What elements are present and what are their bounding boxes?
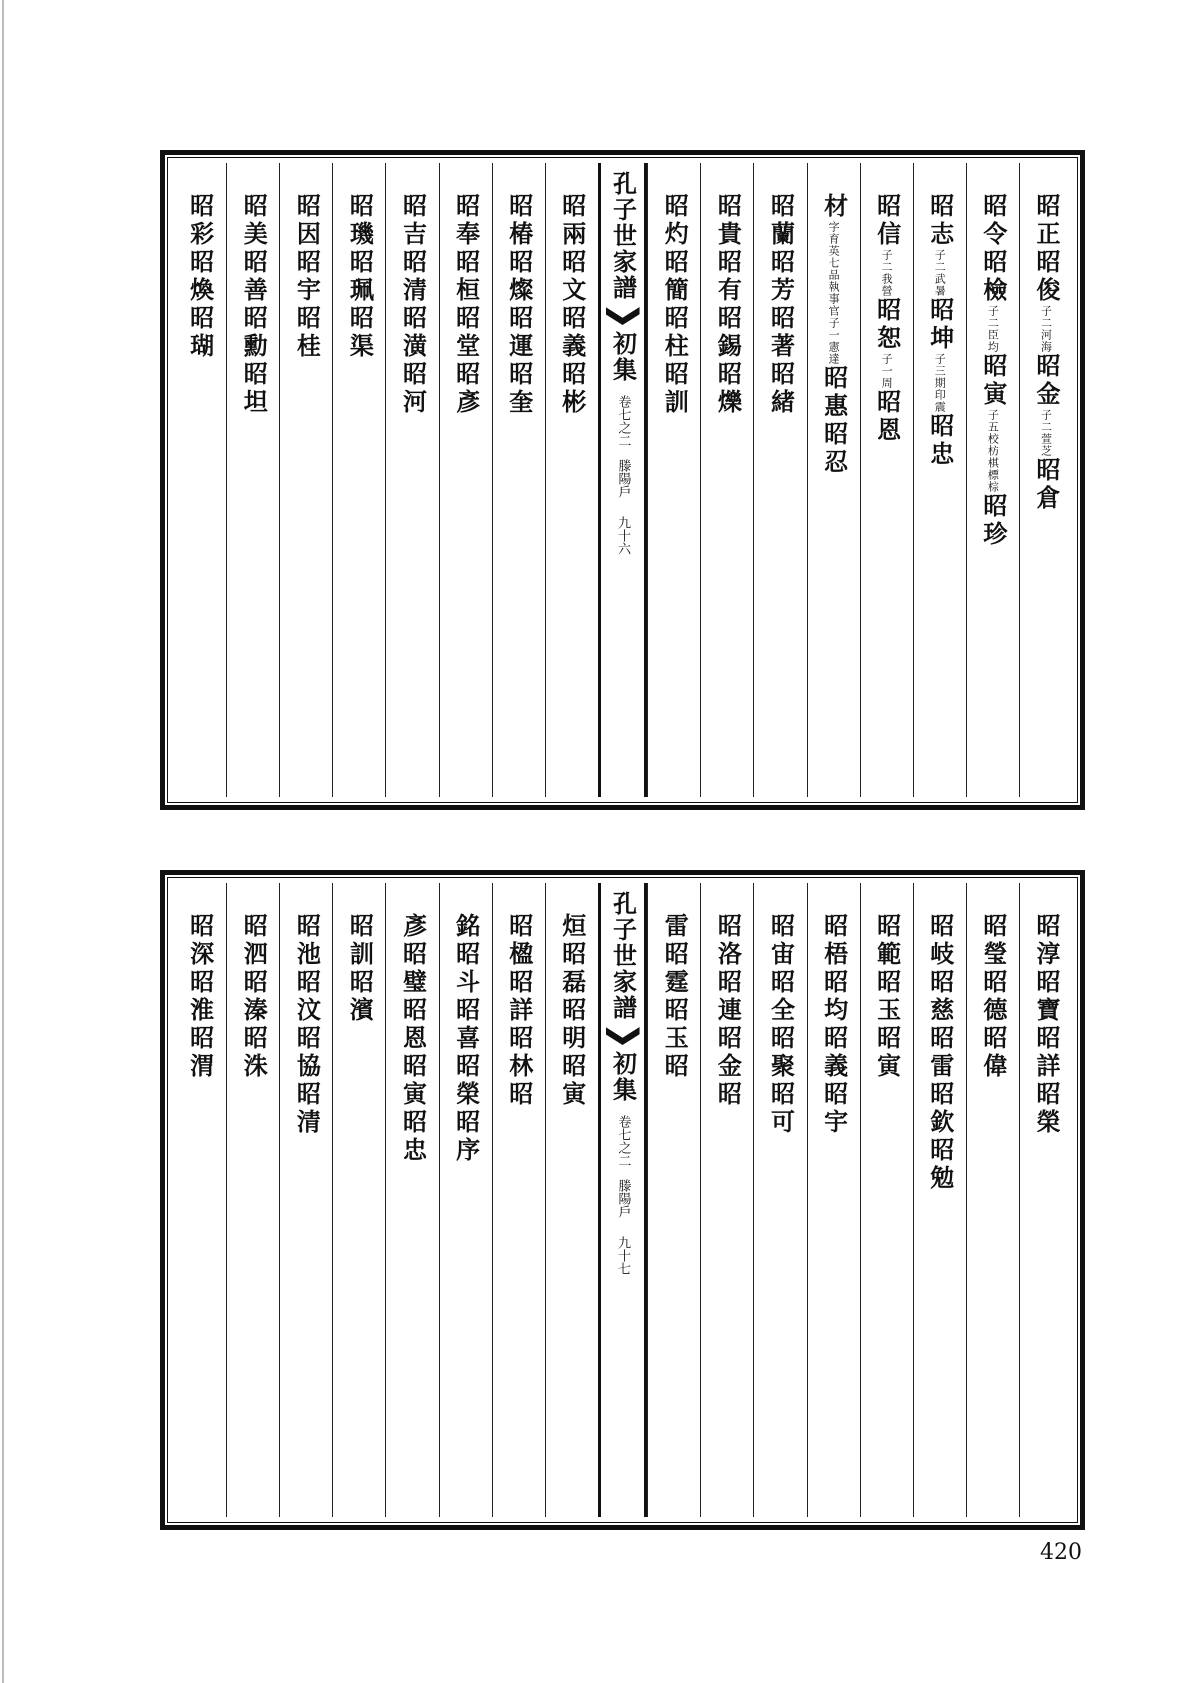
person-name: 昭芳 xyxy=(766,249,796,305)
person-name: 昭協 xyxy=(292,1025,322,1081)
person-name: 昭榮 xyxy=(1031,1081,1061,1137)
entry-column xyxy=(226,163,279,797)
person-name: 昭義 xyxy=(819,1025,849,1081)
person-name: 昭奉 xyxy=(451,193,481,249)
person-name: 昭彩 xyxy=(185,193,215,249)
person-name: 昭燦 xyxy=(504,249,534,305)
person-name: 昭寅 xyxy=(872,1025,902,1081)
person-name: 昭潢 xyxy=(398,305,428,361)
person-name: 昭序 xyxy=(451,1109,481,1165)
entry-column xyxy=(385,163,438,797)
person-name: 昭可 xyxy=(766,1081,796,1137)
lineage-note: 子一周 xyxy=(880,353,894,389)
person-name: 昭志 xyxy=(925,193,955,249)
person-name: 昭吉 xyxy=(398,193,428,249)
entry-column xyxy=(647,883,700,1517)
lineage-note: 子二臣均 xyxy=(986,305,1000,353)
person-name: 彥 xyxy=(398,913,428,941)
entry-column xyxy=(913,883,966,1517)
person-name: 昭義 xyxy=(557,305,587,361)
lineage-note: 子五校枋棋標棕 xyxy=(986,409,1000,493)
person-name: 昭瑚 xyxy=(185,305,215,361)
leaf-number: 九十六 xyxy=(615,516,631,555)
person-name: 昭椿 xyxy=(504,193,534,249)
person-name: 昭桓 xyxy=(451,249,481,305)
entry-column xyxy=(332,163,385,797)
person-name: 昭桂 xyxy=(292,305,322,361)
fishtail-mark xyxy=(606,1027,640,1045)
entry-column xyxy=(860,163,913,797)
section-label: 卷七之二 xyxy=(615,395,631,447)
person-name: 昭寅 xyxy=(398,1053,428,1109)
person-name: 昭兩 xyxy=(557,193,587,249)
person-name: 昭欽 xyxy=(925,1081,955,1137)
entry-column xyxy=(700,163,753,797)
place-label: 滕陽戶 xyxy=(615,1179,631,1218)
entry-column xyxy=(279,883,332,1517)
person-name: 昭淳 xyxy=(1031,913,1061,969)
person-name: 昭磊 xyxy=(557,941,587,997)
lineage-note: 子三期印震 xyxy=(933,353,947,413)
person-name: 昭深 xyxy=(185,913,215,969)
person-name: 昭有 xyxy=(713,249,743,305)
person-name: 昭楹 xyxy=(504,913,534,969)
page-columns xyxy=(173,883,1072,1517)
person-name: 昭簡 xyxy=(660,249,690,305)
person-name: 昭信 xyxy=(872,193,902,249)
person-name: 昭淮 xyxy=(185,969,215,1025)
person-name: 昭汶 xyxy=(292,969,322,1025)
scan-edge-line xyxy=(2,0,4,1683)
lineage-note: 子二我營 xyxy=(880,249,894,297)
entry-column xyxy=(753,883,806,1517)
entry-column xyxy=(1019,163,1072,797)
person-name: 昭恕 xyxy=(872,297,902,353)
entry-column xyxy=(545,163,598,797)
person-name: 材 xyxy=(819,193,849,221)
person-name: 昭泗 xyxy=(239,913,269,969)
person-name: 昭忠 xyxy=(925,413,955,469)
person-name: 昭運 xyxy=(504,305,534,361)
person-name: 昭恩 xyxy=(398,997,428,1053)
entry-column xyxy=(700,883,753,1517)
person-name: 昭勉 xyxy=(925,1137,955,1193)
lineage-note: 子二萱芝 xyxy=(1039,409,1053,457)
person-name: 昭玉 xyxy=(660,997,690,1053)
person-name: 昭玉 xyxy=(872,969,902,1025)
person-name: 昭均 xyxy=(819,969,849,1025)
volume-label: 初集 xyxy=(608,331,638,383)
entry-column xyxy=(439,163,492,797)
person-name: 昭池 xyxy=(292,913,322,969)
entry-column xyxy=(226,883,279,1517)
person-name: 昭坦 xyxy=(239,361,269,417)
person-name: 昭寅 xyxy=(978,353,1008,409)
person-name: 昭慈 xyxy=(925,969,955,1025)
entry-column xyxy=(492,883,545,1517)
entry-column xyxy=(966,163,1019,797)
person-name: 昭詳 xyxy=(504,969,534,1025)
person-name: 昭令 xyxy=(978,193,1008,249)
person-name: 昭瑩 xyxy=(978,913,1008,969)
person-name: 昭彥 xyxy=(451,361,481,417)
entry-column xyxy=(439,883,492,1517)
person-name: 昭檢 xyxy=(978,249,1008,305)
person-name: 昭宙 xyxy=(766,913,796,969)
entry-column xyxy=(332,883,385,1517)
entry-column xyxy=(1019,883,1072,1517)
person-name: 昭蘭 xyxy=(766,193,796,249)
lineage-note: 子二武暑 xyxy=(933,249,947,297)
person-name: 昭金 xyxy=(713,1025,743,1081)
person-name: 昭林 xyxy=(504,1025,534,1081)
person-name: 昭宇 xyxy=(292,249,322,305)
person-name: 昭河 xyxy=(398,361,428,417)
person-name: 昭聚 xyxy=(766,1025,796,1081)
person-name: 昭雷 xyxy=(925,1025,955,1081)
genealogy-page-upper xyxy=(160,150,1085,810)
person-name: 昭著 xyxy=(766,305,796,361)
entry-column xyxy=(753,163,806,797)
person-name: 昭倉 xyxy=(1031,457,1061,513)
entry-column xyxy=(807,883,860,1517)
entry-column xyxy=(860,883,913,1517)
person-name: 昭惠 xyxy=(819,365,849,421)
person-name: 昭錫 xyxy=(713,305,743,361)
person-name: 昭煥 xyxy=(185,249,215,305)
person-name: 烜 xyxy=(557,913,587,941)
person-name: 昭恩 xyxy=(872,389,902,445)
person-name: 昭爍 xyxy=(713,361,743,417)
person-name: 昭 xyxy=(713,1081,743,1109)
person-name: 昭貴 xyxy=(713,193,743,249)
lineage-note: 子二河海 xyxy=(1039,305,1053,353)
person-name: 昭岐 xyxy=(925,913,955,969)
person-name: 昭寶 xyxy=(1031,969,1061,1025)
person-name: 昭灼 xyxy=(660,193,690,249)
person-name: 昭洛 xyxy=(713,913,743,969)
entry-column xyxy=(492,163,545,797)
page-number: 420 xyxy=(1040,1540,1082,1565)
section-label: 卷七之二 xyxy=(615,1115,631,1167)
person-name: 昭坤 xyxy=(925,297,955,353)
person-name: 昭詳 xyxy=(1031,1025,1061,1081)
person-name: 昭珮 xyxy=(345,249,375,305)
person-name: 昭忍 xyxy=(819,421,849,477)
person-name: 昭文 xyxy=(557,249,587,305)
person-name: 昭堂 xyxy=(451,305,481,361)
entry-column xyxy=(545,883,598,1517)
person-name: 昭 xyxy=(660,1053,690,1081)
entry-column xyxy=(966,883,1019,1517)
person-name: 昭喜 xyxy=(451,997,481,1053)
person-name: 昭範 xyxy=(872,913,902,969)
person-name: 昭全 xyxy=(766,969,796,1025)
entry-column xyxy=(173,883,226,1517)
person-name: 昭奎 xyxy=(504,361,534,417)
entry-column xyxy=(647,163,700,797)
person-name: 昭彬 xyxy=(557,361,587,417)
person-name: 昭美 xyxy=(239,193,269,249)
lineage-note: 字育英七品執事官子一憲達 xyxy=(827,221,841,365)
person-name: 雷 xyxy=(660,913,690,941)
person-name: 昭寅 xyxy=(557,1053,587,1109)
person-name: 昭璣 xyxy=(345,193,375,249)
person-name: 昭渭 xyxy=(185,1025,215,1081)
fishtail-mark xyxy=(606,307,640,325)
person-name: 昭緒 xyxy=(766,361,796,417)
person-name: 昭 xyxy=(504,1081,534,1109)
person-name: 昭霆 xyxy=(660,941,690,997)
person-name: 昭清 xyxy=(398,249,428,305)
entry-column xyxy=(385,883,438,1517)
person-name: 昭偉 xyxy=(978,1025,1008,1081)
person-name: 昭柱 xyxy=(660,305,690,361)
person-name: 昭俊 xyxy=(1031,249,1061,305)
person-name: 昭金 xyxy=(1031,353,1061,409)
person-name: 銘 xyxy=(451,913,481,941)
person-name: 昭珍 xyxy=(978,493,1008,549)
person-name: 昭連 xyxy=(713,969,743,1025)
person-name: 昭忠 xyxy=(398,1109,428,1165)
book-title: 孔子世家譜 xyxy=(608,171,638,301)
person-name: 昭溱 xyxy=(239,969,269,1025)
book-title: 孔子世家譜 xyxy=(608,891,638,1021)
entry-column xyxy=(279,163,332,797)
person-name: 昭渠 xyxy=(345,305,375,361)
volume-label: 初集 xyxy=(608,1051,638,1103)
entry-column xyxy=(807,163,860,797)
person-name: 昭勳 xyxy=(239,305,269,361)
person-name: 昭璧 xyxy=(398,941,428,997)
person-name: 昭清 xyxy=(292,1081,322,1137)
person-name: 昭德 xyxy=(978,969,1008,1025)
person-name: 昭明 xyxy=(557,997,587,1053)
person-name: 昭宇 xyxy=(819,1081,849,1137)
person-name: 昭斗 xyxy=(451,941,481,997)
person-name: 昭梧 xyxy=(819,913,849,969)
person-name: 昭濱 xyxy=(345,969,375,1025)
person-name: 昭善 xyxy=(239,249,269,305)
person-name: 昭榮 xyxy=(451,1053,481,1109)
person-name: 昭訓 xyxy=(345,913,375,969)
person-name: 昭訓 xyxy=(660,361,690,417)
leaf-number: 九十七 xyxy=(615,1236,631,1275)
genealogy-page-lower xyxy=(160,870,1085,1530)
center-gutter xyxy=(598,883,647,1517)
place-label: 滕陽戶 xyxy=(615,459,631,498)
center-gutter xyxy=(598,163,647,797)
entry-column xyxy=(913,163,966,797)
page-columns xyxy=(173,163,1072,797)
person-name: 昭正 xyxy=(1031,193,1061,249)
entry-column xyxy=(173,163,226,797)
person-name: 昭洙 xyxy=(239,1025,269,1081)
person-name: 昭因 xyxy=(292,193,322,249)
